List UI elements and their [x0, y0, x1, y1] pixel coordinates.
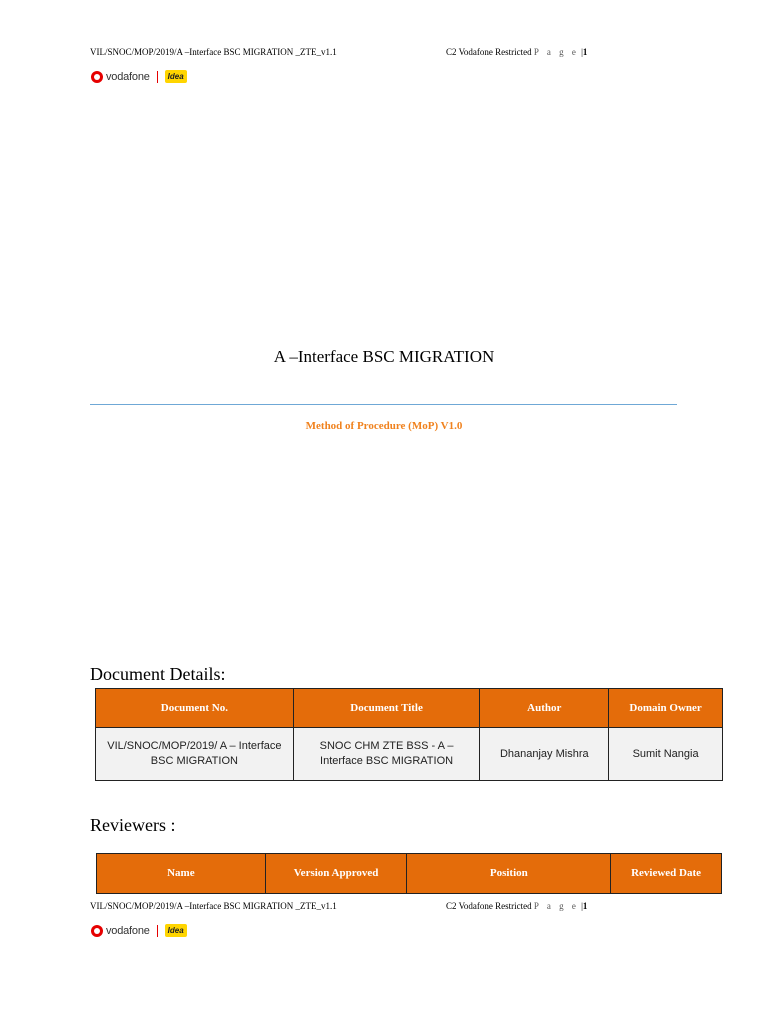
document-subtitle: Method of Procedure (MoP) V1.0 — [305, 420, 463, 432]
vodafone-speechmark-icon — [91, 71, 103, 83]
column-header: Document Title — [293, 689, 480, 728]
column-header: Author — [480, 689, 609, 728]
footer-page-number: 1 — [582, 901, 588, 911]
table-row — [96, 728, 723, 781]
vodafone-idea-logo — [91, 70, 187, 83]
table-cell-domain-owner: Sumit Nangia — [609, 728, 723, 781]
idea-wordmark: Idea — [165, 70, 187, 83]
header-page-label: P a g e — [533, 47, 579, 57]
column-header: Reviewed Date — [611, 854, 722, 894]
header-page-info — [446, 47, 587, 57]
header-page-number: 1 — [582, 47, 588, 57]
footer-page-label: P a g e — [533, 901, 579, 911]
column-header: Domain Owner — [609, 689, 723, 728]
header-classification: C2 Vodafone Restricted — [446, 47, 532, 57]
document-details-heading: Document Details: — [90, 664, 226, 684]
table-cell-author: Dhananjay Mishra — [480, 728, 609, 781]
table-header-row — [96, 689, 723, 728]
title-divider — [90, 404, 677, 405]
footer-page-sep: | — [581, 901, 583, 911]
reviewers-heading: Reviewers : — [90, 815, 176, 835]
reviewers-table — [96, 853, 722, 894]
idea-wordmark: Idea — [165, 924, 187, 937]
vodafone-wordmark: vodafone — [106, 70, 150, 83]
table-cell-doc-no: VIL/SNOC/MOP/2019/ A – Interface BSC MIGRATION — [96, 728, 294, 781]
vodafone-idea-logo — [91, 924, 187, 937]
logo-divider — [157, 71, 158, 83]
footer-page-info — [446, 901, 587, 911]
footer-classification: C2 Vodafone Restricted — [446, 901, 532, 911]
document-title: A –Interface BSC MIGRATION — [273, 347, 495, 366]
table-cell-doc-title: SNOC CHM ZTE BSS - A – Interface BSC MIGRATION — [293, 728, 480, 781]
column-header: Position — [407, 854, 611, 894]
column-header: Document No. — [96, 689, 294, 728]
header-page-sep: | — [581, 47, 583, 57]
table-header-row — [97, 854, 722, 894]
header-doc-ref: VIL/SNOC/MOP/2019/A –Interface BSC MIGRATION _ZTE_v1.1 — [90, 47, 337, 57]
document-details-table — [95, 688, 723, 781]
logo-divider — [157, 925, 158, 937]
column-header: Name — [97, 854, 266, 894]
column-header: Version Approved — [265, 854, 407, 894]
vodafone-wordmark: vodafone — [106, 924, 150, 937]
footer-doc-ref: VIL/SNOC/MOP/2019/A –Interface BSC MIGRATION _ZTE_v1.1 — [90, 901, 337, 911]
vodafone-speechmark-icon — [91, 925, 103, 937]
